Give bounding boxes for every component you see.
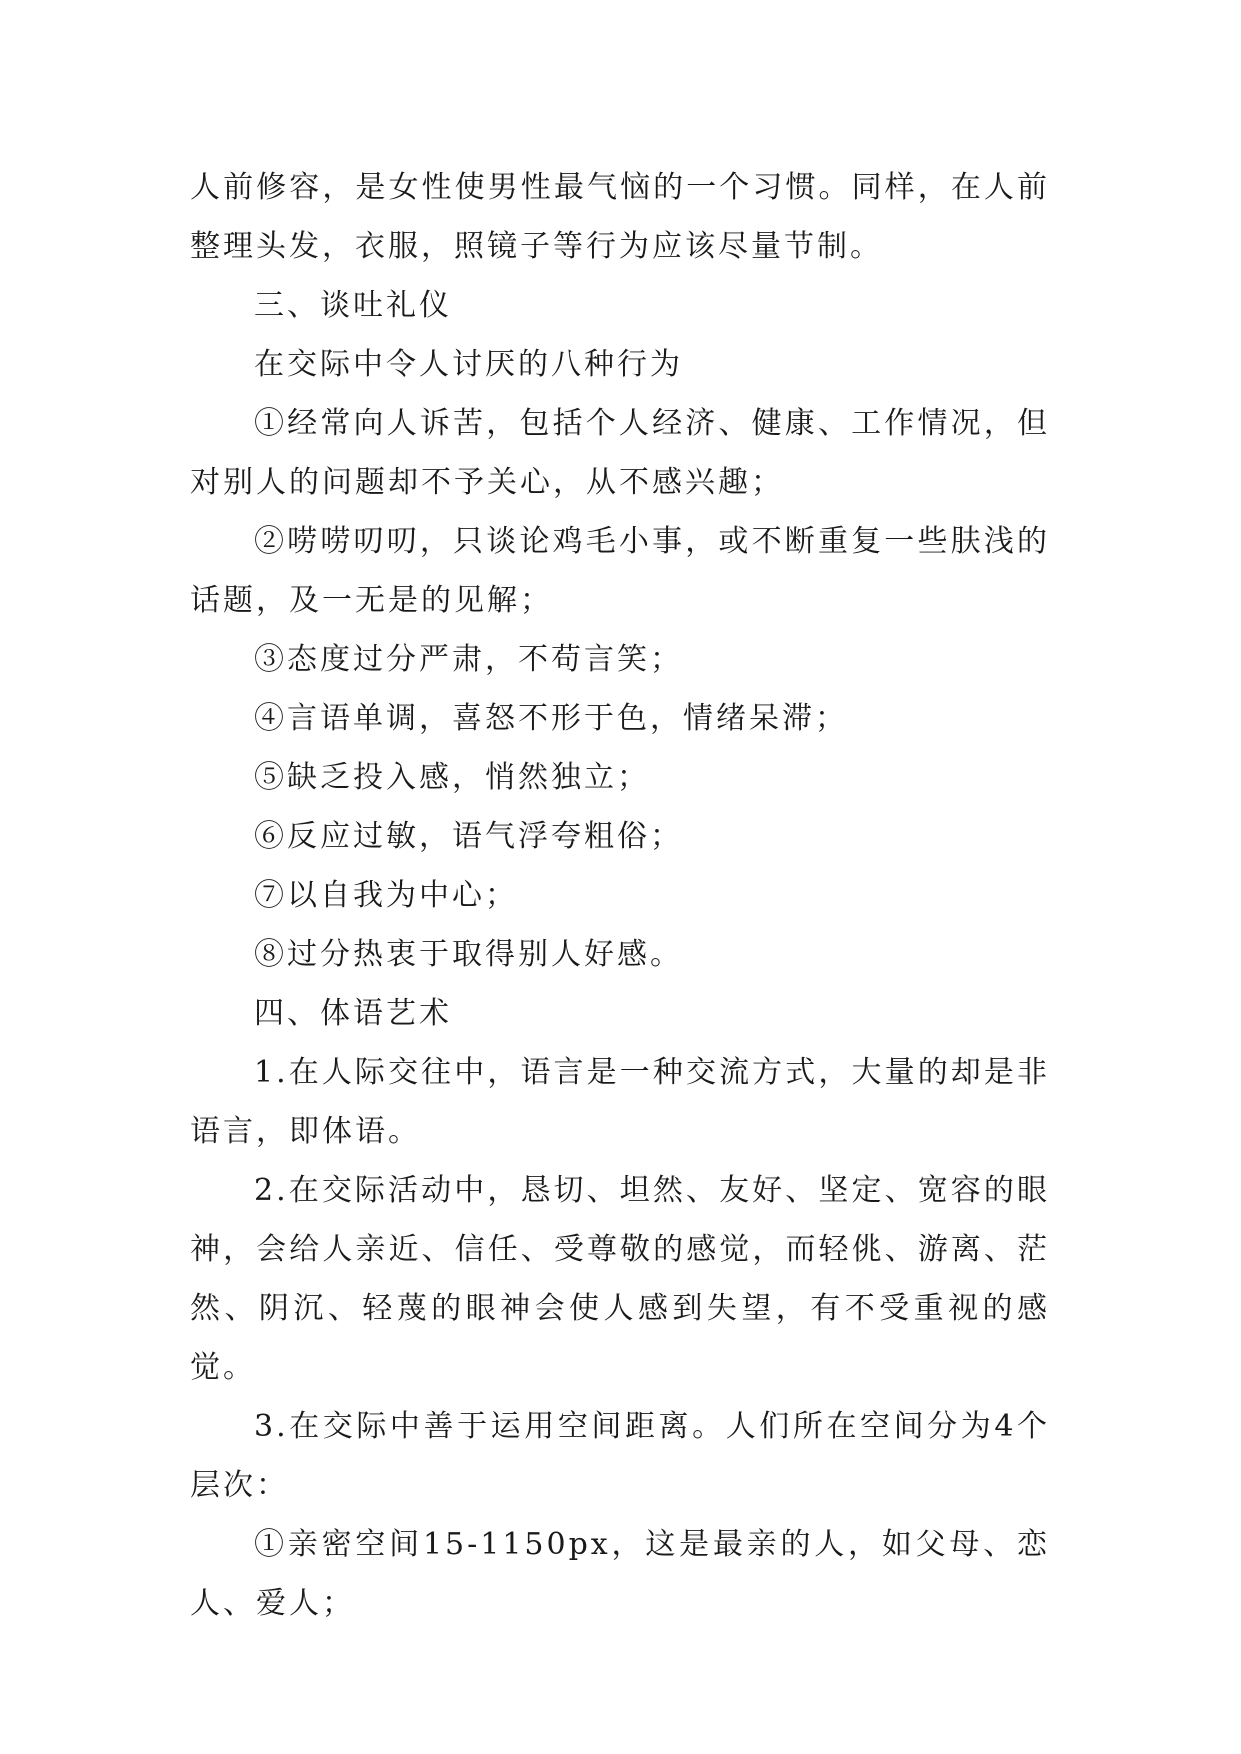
paragraph-grooming-note: 人前修容，是女性使男性最气恼的一个习惯。同样，在人前整理头发，衣服，照镜子等行为应该尽量节制。 — [190, 170, 1050, 264]
section-heading-speech-etiquette: 三、谈吐礼仪 — [254, 288, 452, 323]
list-item-behavior-4: ④言语单调，喜怒不形于色，情绪呆滞； — [254, 701, 848, 736]
list-item-intimate-space: ①亲密空间15-1150px，这是最亲的人，如父母、恋人、爱人； — [190, 1527, 1050, 1621]
list-item-behavior-5: ⑤缺乏投入感，悄然独立； — [254, 760, 650, 795]
list-item-behavior-6: ⑥反应过敏，语气浮夸粗俗； — [254, 819, 683, 854]
list-item-behavior-7: ⑦以自我为中心； — [254, 878, 518, 913]
paragraph-body-language-2: 2.在交际活动中，恳切、坦然、友好、坚定、宽容的眼神，会给人亲近、信任、受尊敬的感觉，而轻佻、游离、茫然、阴沉、轻蔑的眼神会使人感到失望，有不受重视的感觉。 — [190, 1173, 1050, 1385]
list-item-behavior-8: ⑧过分热衷于取得别人好感。 — [254, 937, 683, 972]
list-item-behavior-1: ①经常向人诉苦，包括个人经济、健康、工作情况，但对别人的问题却不予关心，从不感兴趣； — [190, 406, 1050, 500]
paragraph-body-language-1: 1.在人际交往中，语言是一种交流方式，大量的却是非语言，即体语。 — [190, 1055, 1050, 1149]
subheading-eight-annoying-behaviors: 在交际中令人讨厌的八种行为 — [254, 347, 683, 382]
list-item-behavior-3: ③态度过分严肃，不苟言笑； — [254, 642, 683, 677]
section-heading-body-language: 四、体语艺术 — [254, 996, 452, 1031]
paragraph-body-language-3: 3.在交际中善于运用空间距离。人们所在空间分为4个层次： — [190, 1409, 1050, 1503]
document-body — [190, 158, 1050, 1633]
list-item-behavior-2: ②唠唠叨叨，只谈论鸡毛小事，或不断重复一些肤浅的话题，及一无是的见解； — [190, 524, 1050, 618]
